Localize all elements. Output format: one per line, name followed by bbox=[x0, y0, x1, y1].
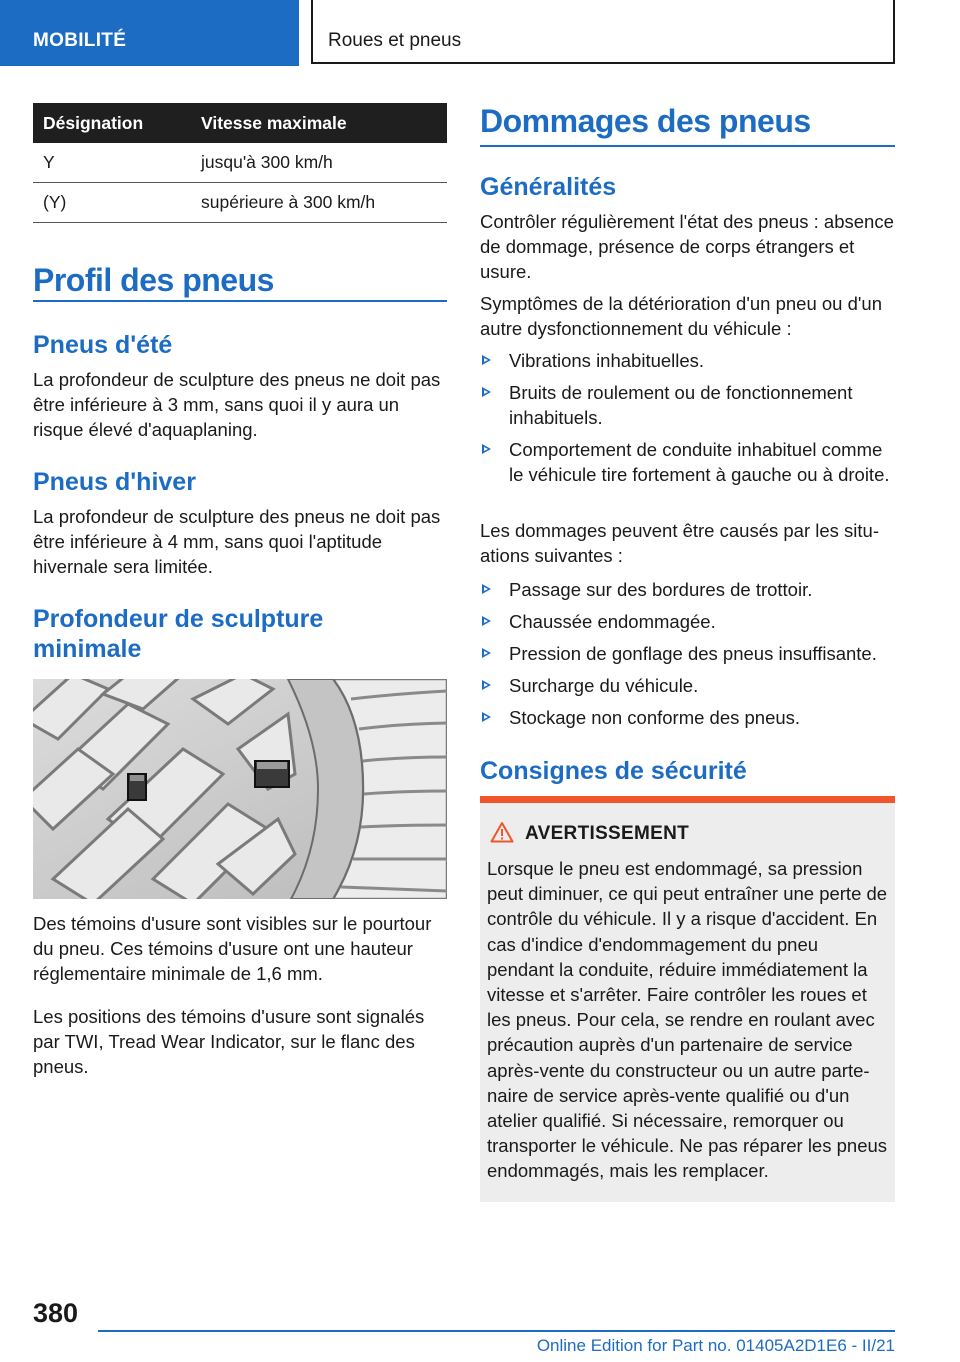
table-header-row bbox=[33, 103, 447, 143]
table-cell: jusqu'à 300 km/h bbox=[201, 143, 447, 183]
list-item: Vibrations inhabituelles. bbox=[480, 348, 896, 373]
footer-divider bbox=[98, 1330, 895, 1332]
speed-rating-table bbox=[33, 103, 447, 223]
section-tab: MOBILITÉ bbox=[0, 0, 299, 66]
bullet-triangle-icon bbox=[482, 387, 491, 397]
list-item: Stockage non conforme des pneus. bbox=[480, 705, 896, 730]
bullet-triangle-icon bbox=[482, 616, 491, 626]
chapter-title: Roues et pneus bbox=[311, 0, 895, 64]
list-item: Passage sur des bordures de trottoir. bbox=[480, 577, 896, 602]
table-cell: Y bbox=[33, 143, 201, 183]
paragraph-winter-tires: La profondeur de sculpture des pneus ne doit pas être inférieure à 4 mm, sans quoi l'aptitude hivernale sera limitée. bbox=[33, 506, 441, 577]
symptoms-list bbox=[480, 348, 896, 494]
page-header bbox=[0, 0, 960, 66]
list-item: Pression de gonflage des pneus insuffisante. bbox=[480, 641, 896, 666]
table-cell: (Y) bbox=[33, 183, 201, 223]
bullet-triangle-icon bbox=[482, 648, 491, 658]
paragraph-symptoms-intro: Symptômes de la détérioration d'un pneu ou d'un autre dysfonctionnement du véhicule : bbox=[480, 293, 882, 339]
table-header-cell: Désignation bbox=[33, 103, 201, 143]
bullet-triangle-icon bbox=[482, 680, 491, 690]
bullet-triangle-icon bbox=[482, 355, 491, 365]
paragraph-wear-indicators-position: Les positions des témoins d'usure sont signalés par TWI, Tread Wear Indicator, sur le flanc des pneus. bbox=[33, 1006, 425, 1077]
tire-tread-illustration bbox=[33, 679, 447, 899]
list-item: Chaussée endommagée. bbox=[480, 609, 896, 634]
bullet-triangle-icon bbox=[482, 584, 491, 594]
paragraph-summer-tires: La profondeur de sculpture des pneus ne doit pas être inférieure à 3 mm, sans quoi il y aura un risque élevé d'aquaplaning. bbox=[33, 369, 441, 440]
warning-box bbox=[480, 796, 895, 1202]
section-title-damage: Dommages des pneus bbox=[480, 103, 895, 147]
heading-min-tread-depth: Profondeur de sculpture minimale bbox=[33, 605, 324, 663]
section-title-tread: Profil des pneus bbox=[33, 262, 447, 302]
list-item: Surcharge du véhicule. bbox=[480, 673, 896, 698]
list-item: Bruits de roulement ou de fonctionnement inhabituels. bbox=[480, 380, 896, 430]
paragraph-regular-check: Contrôler régulièrement l'état des pneus : absence de dommage, présence de corps étrangers et usure. bbox=[480, 211, 894, 282]
warning-title: AVERTISSEMENT bbox=[525, 823, 690, 844]
heading-general: Généralités bbox=[480, 173, 617, 201]
table-cell: supérieure à 300 km/h bbox=[201, 183, 447, 223]
page-number: 380 bbox=[33, 1298, 79, 1328]
paragraph-causes-intro: Les dommages peuvent être causés par les situations suivantes : bbox=[480, 520, 879, 566]
paragraph-wear-indicators-height: Des témoins d'usure sont visibles sur le pourtour du pneu. Ces témoins d'usure ont une hauteur réglementaire minimale de 1,6 mm. bbox=[33, 913, 432, 984]
warning-top-bar bbox=[480, 796, 895, 803]
table-header-cell: Vitesse maximale bbox=[201, 103, 447, 143]
table-row bbox=[33, 183, 447, 223]
table-row bbox=[33, 143, 447, 183]
heading-summer-tires: Pneus d'été bbox=[33, 331, 173, 359]
heading-safety: Consignes de sécurité bbox=[480, 757, 747, 785]
bullet-triangle-icon bbox=[482, 444, 491, 454]
heading-winter-tires: Pneus d'hiver bbox=[33, 468, 196, 496]
footer-edition: Online Edition for Part no. 01405A2D1E6 - II/21 bbox=[536, 1336, 895, 1355]
tread-wear-indicator-photo bbox=[33, 679, 447, 899]
bullet-triangle-icon bbox=[482, 712, 491, 722]
warning-text: Lorsque le pneu est endommagé, sa pression peut diminuer, ce qui peut entraîner une perte de contrôle du véhicule. Il y a risque d'accident. En cas d'indice d'endommagement du pneu pendant la conduite, réduire immédiatement la vitesse et s'arrêter. Faire contrôler les roues et les pneus. Pour cela, se rendre en roulant avec précaution auprès d'un partenaire de service après-vente du constructeur ou un autre partenaire de service après-vente qualifié ou d'un atelier qualifié. Si nécessaire, remorquer ou transporter le véhicule. Ne pas réparer les pneus endommagés, mais les remplacer. bbox=[487, 858, 888, 1182]
causes-list bbox=[480, 577, 896, 737]
list-item: Comportement de conduite inhabituel comme le véhicule tire fortement à gauche ou à droite. bbox=[480, 437, 896, 487]
warning-triangle-icon bbox=[490, 821, 514, 843]
